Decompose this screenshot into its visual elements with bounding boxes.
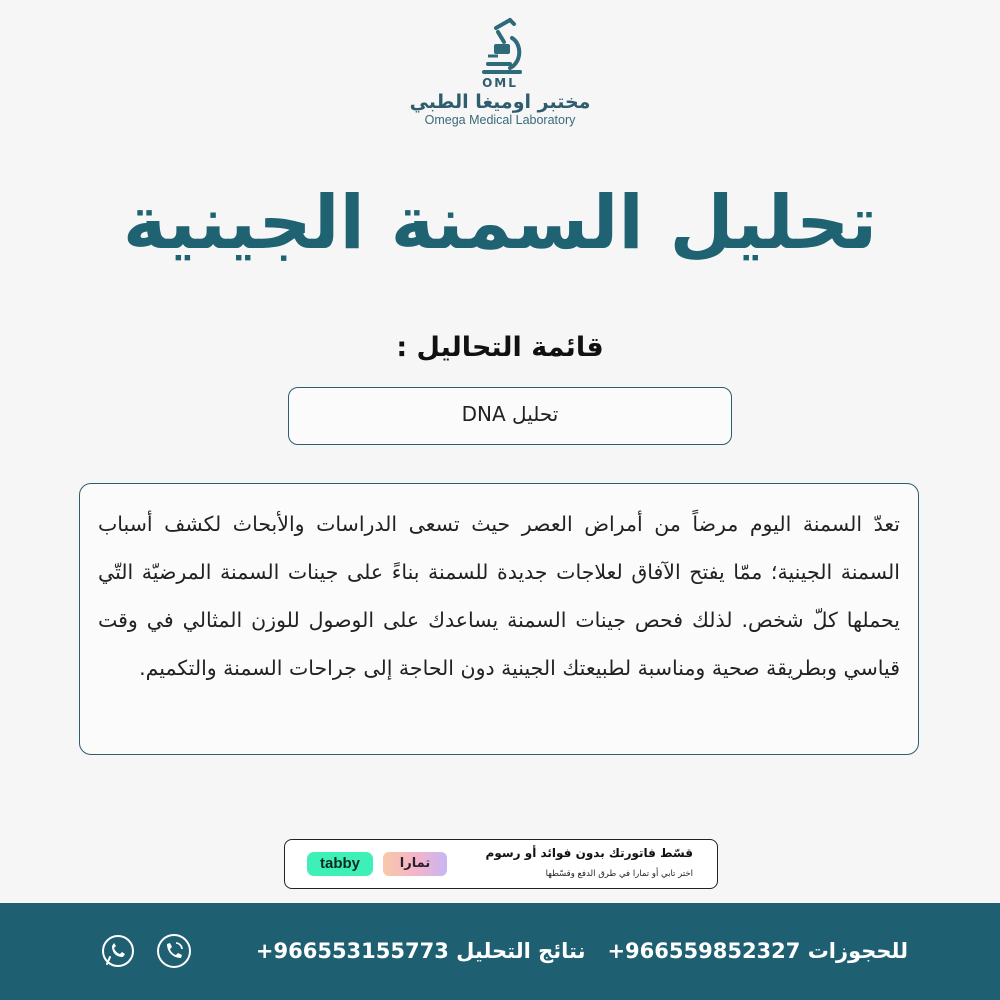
results-phone[interactable]: +966553155773 xyxy=(255,939,449,963)
microscope-icon xyxy=(470,14,530,78)
test-item: تحليل DNA xyxy=(288,387,732,445)
page-title: تحليل السمنة الجينية xyxy=(122,180,878,266)
tamara-logo: تمارا xyxy=(383,852,447,876)
tests-heading: قائمة التحاليل : xyxy=(396,332,604,363)
footer-bar xyxy=(0,903,1000,1000)
bookings-label: للحجوزات xyxy=(807,939,908,963)
logo xyxy=(0,14,1000,127)
logo-abbr: OML xyxy=(482,76,518,90)
logo-name-en: Omega Medical Laboratory xyxy=(424,113,576,127)
payment-banner xyxy=(284,839,718,889)
tabby-logo: tabby xyxy=(307,852,373,876)
results-label: نتائج التحليل xyxy=(456,939,586,963)
bookings-phone[interactable]: +966559852327 xyxy=(607,939,801,963)
phone-icon[interactable] xyxy=(156,933,192,969)
footer-contacts xyxy=(256,939,908,963)
payment-subtitle: اختر تابي أو تمارا في طرق الدفع وقسّطها xyxy=(545,869,693,879)
logo-name-ar: مختبر اوميغا الطبي xyxy=(409,91,591,113)
description-text: تعدّ السمنة اليوم مرضاً من أمراض العصر حيث تسعى الدراسات والأبحاث لكشف أسباب السمنة الجينية؛ ممّا يفتح الآفاق لعلاجات جديدة للسمنة بناءً على جينات السمنة المرضيّة التّي يحملها كلّ شخص. لذلك فحص جينات السمنة يساعدك على الوصول للوزن المثالي في وقت قياسي وبطريقة صحية ومناسبة لطبيعتك الجينية دون الحاجة إلى جراحات السمنة والتكميم. xyxy=(98,512,900,680)
description-box xyxy=(79,483,919,755)
whatsapp-icon[interactable] xyxy=(100,933,136,969)
payment-title: قسّط فاتورتك بدون فوائد أو رسوم xyxy=(485,846,693,860)
